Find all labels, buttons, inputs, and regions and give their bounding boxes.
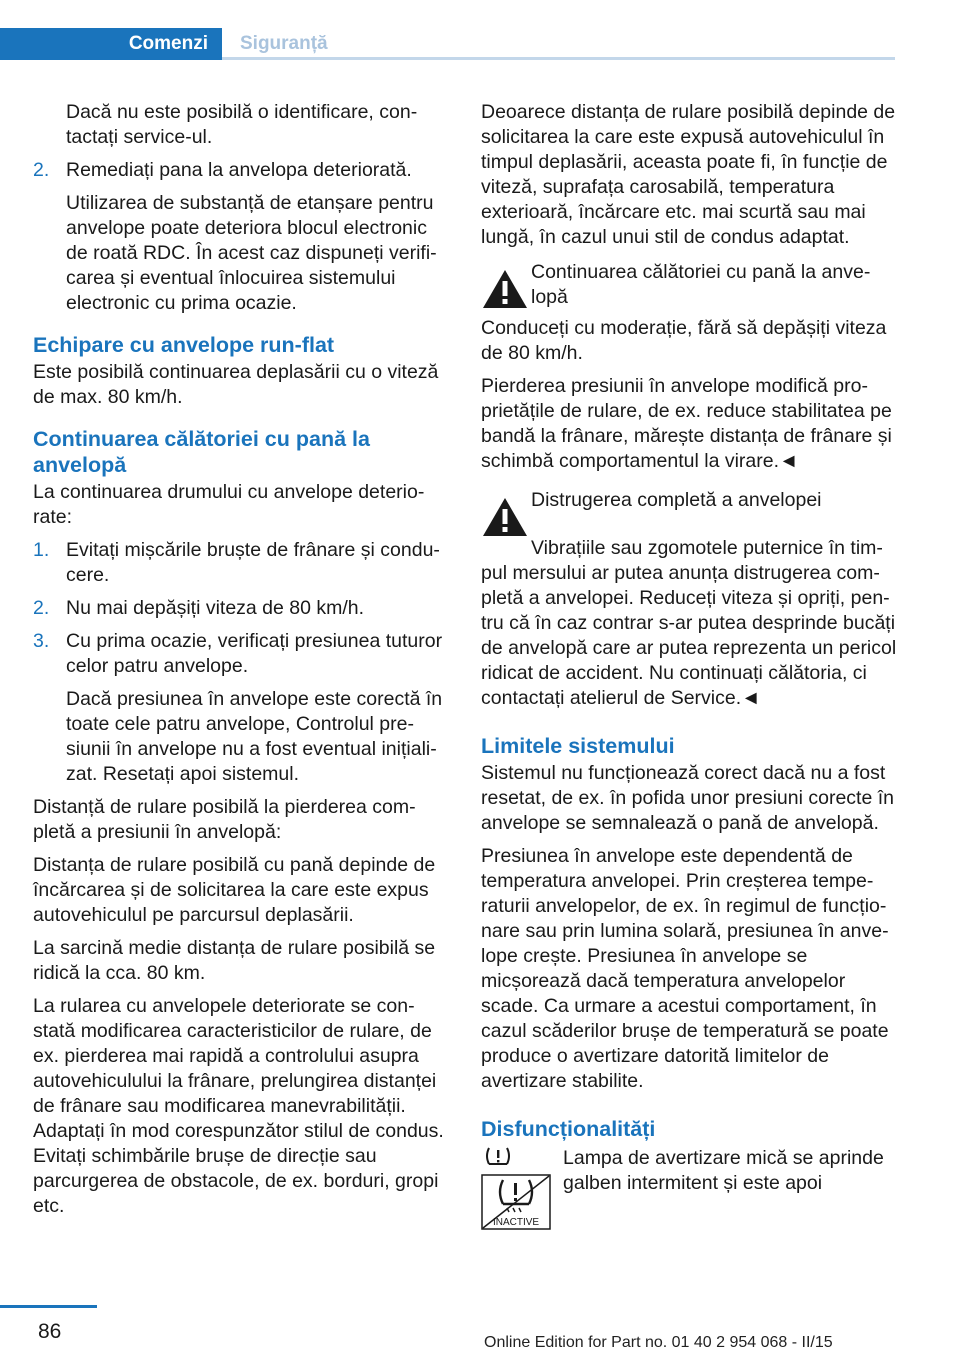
warning-title: Distrugerea completă a anvelopei: [531, 489, 822, 511]
paragraph-runflat: Este posibilă continuarea deplasării cu o viteză de max. 80 km/h.: [33, 361, 439, 408]
paragraph-warning-speed: Conduceți cu moderație, fără să depășiți viteza de 80 km/h.: [481, 317, 887, 364]
heading-continue-driving: Continuarea călătoriei cu pană la anvelopă: [33, 427, 370, 477]
lamp-icons: [481, 1146, 563, 1236]
left-column: [33, 100, 450, 1227]
warning-destruction: [481, 488, 897, 538]
paragraph-continue: La continuarea drumului cu anvelope deteriorate:: [33, 481, 425, 528]
paragraph-limits-reset: Sistemul nu funcționează corect dacă nu a fost resetat, de ex. în pofida unor presiuni corecte în anvelope se semnalează o pană de anvelopă.: [481, 762, 894, 834]
list-text: Evitați mișcările bruște de frânare și conducere.: [66, 539, 440, 586]
warning-title: Continuarea călătoriei cu pană la anvelopă: [531, 261, 871, 308]
tab-comenzi[interactable]: Comenzi: [0, 28, 222, 60]
paragraph-medium-load: La sarcină medie distanța de rulare posibilă se ridică la cca. 80 km.: [33, 937, 436, 984]
paragraph-vibration: Vibrațiile sau zgomotele puternice în timpul mersului ar putea anunța distrugerea completă a anvelopei. Reduceți viteza și opriți, pentru că în caz contrar s-ar putea desprinde bucăți de anvelopă care ar putea reprezenta un pericol ridicat de accident. Nu continuați călătoria, ci contactați atelierul de Service.◄: [481, 537, 897, 709]
tire-pressure-warning-icon: [483, 1146, 513, 1168]
lamp-text: Lampa de avertizare mică se aprinde galben intermitent și este apoi: [563, 1147, 884, 1194]
heading-runflat: Echipare cu anvelope run-flat: [33, 333, 335, 357]
tire-pressure-inactive-icon: [481, 1174, 551, 1230]
paragraph-distance-depends: Distanța de rulare posibilă cu pană depinde de încărcarea și de solicitarea la care este expus autovehiculul pe parcursul deplasării.: [33, 854, 436, 926]
right-column: [481, 100, 897, 1236]
list-text: Cu prima ocazie, verificați presiunea tuturor celor patru anvelope.: [66, 630, 443, 677]
page-header: [0, 28, 895, 60]
inactive-label: INACTIVE: [492, 1217, 540, 1228]
warning-continue: [481, 260, 897, 310]
list-number: 2.: [33, 597, 50, 619]
header-divider: [222, 57, 895, 60]
warning-destruction-text: [531, 488, 822, 538]
malfunction-lamp: [481, 1146, 897, 1236]
paragraph-identification: Dacă nu este posibilă o identificare, contactați service-ul.: [66, 101, 418, 148]
warning-triangle-icon: [481, 268, 529, 310]
paragraph-pressure-note: Dacă presiunea în anvelope este corectă în toate cele patru anvelope, Controlul presiunii în anvelope nu a fost eventual inițializat. Resetați apoi sistemul.: [66, 688, 443, 785]
edition-note: Online Edition for Part no. 01 40 2 954 068 - II/15: [484, 1334, 833, 1351]
tab-siguranta[interactable]: Siguranță: [222, 28, 895, 60]
footer-divider: [0, 1305, 97, 1308]
paragraph-limits-temperature: Presiunea în anvelope este dependentă de temperatura anvelopei. Prin creșterea temperaturii anvelopelor, de ex. în regimul de funcționare sau prin lumina solară, presiunea în anvelope crește. Presiunea în anvelope se micșorează dacă temperatura anvelopelor scade. Ca urmare a acestui comportament, în cazul scăderilor brușe de temperatură se poate produce o avertizare datorită limitelor de avertizare stabilite.: [481, 845, 889, 1092]
list-number: 1.: [33, 539, 50, 561]
list-number: 2.: [33, 159, 50, 181]
list-text: Nu mai depășiți viteza de 80 km/h.: [66, 597, 365, 619]
paragraph-distance-intro: Deoarece distanța de rulare posibilă depinde de solicitarea la care este expusă autovehiculul în timpul deplasării, aceasta poate fi, în funcție de viteză, suprafața carosabilă, temperatura exterioară, încărcare etc. mai scurtă sau mai lungă, în cazul unui stil de condus adaptat.: [481, 101, 896, 248]
list-item-1: [33, 538, 450, 588]
paragraph-warning-pressure-loss: Pierderea presiunii în anvelope modifică proprietățile de rulare, de ex. reduce stabilitatea pe bandă la frânare, mărește distanța de frânare și schimbă comportamentul la virare.◄: [481, 375, 892, 472]
paragraph-sealant-note: Utilizarea de substanță de etanșare pentru anvelope poate deteriora blocul electronic de roată RDC. În acest caz dispuneți verificarea și eventual înlocuirea sistemului electronic cu prima ocazie.: [66, 192, 437, 314]
list-item-step-2: [33, 158, 450, 183]
list-item-2: [33, 596, 450, 621]
list-number: 3.: [33, 630, 50, 652]
list-text: Remediați pana la anvelopa deteriorată.: [66, 159, 412, 181]
heading-malfunctions: Disfuncționalități: [481, 1117, 656, 1141]
heading-system-limits: Limitele sistemului: [481, 734, 675, 758]
paragraph-damaged-tires: La rularea cu anvelopele deteriorate se constată modificarea caracteristicilor de rulare, de ex. pierderea mai rapidă a controlului asupra autovehiculului la frânare, prelungirea distanței de frânare sau modificarea manevrabilității. Adaptați în mod corespunzător stilul de condus. Evitați schimbările brușe de direcție sau parcurgerea de obstacole, de ex. borduri, gropi etc.: [33, 995, 444, 1217]
page-number: 86: [38, 1320, 62, 1343]
list-item-3: [33, 629, 450, 679]
warning-triangle-icon: [481, 496, 529, 538]
paragraph-distance: Distanță de rulare posibilă la pierderea completă a presiunii în anvelopă:: [33, 796, 416, 843]
